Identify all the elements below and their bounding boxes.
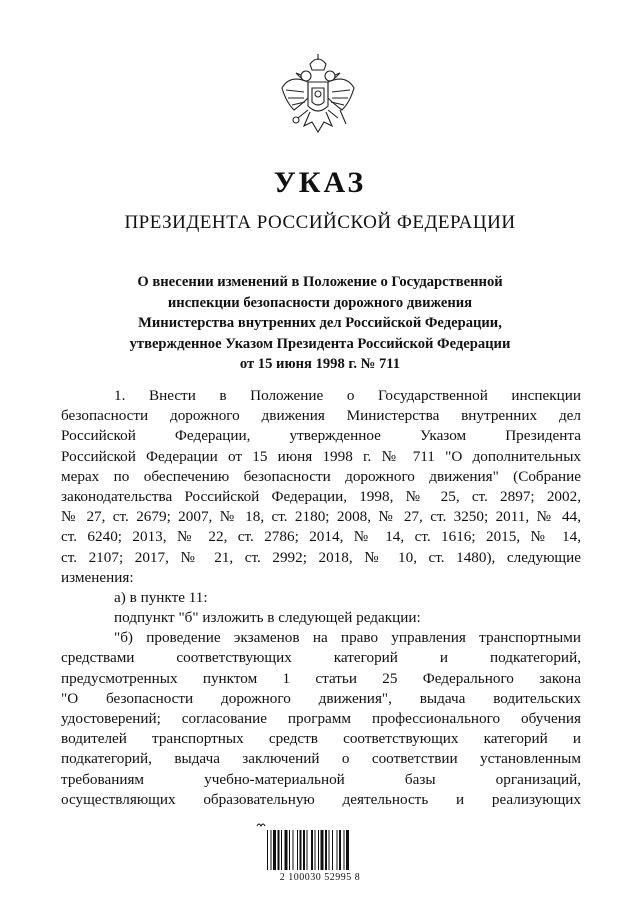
body-line: безопасности дорожного движения Министерства внутренних дел: [61, 407, 581, 425]
barcode-stripe: [344, 830, 345, 870]
barcode-stripe: [281, 830, 282, 870]
barcode-stripe: [271, 830, 272, 870]
heading-line: инспекции безопасности дорожного движения: [167, 294, 473, 311]
barcode-stripe: [289, 830, 290, 870]
barcode-stripe: [300, 830, 302, 870]
barcode-stripe: [325, 830, 327, 870]
barcode-stripe: [293, 830, 294, 870]
barcode-stripe: [285, 830, 288, 870]
barcode-stripe: [346, 830, 349, 870]
heading-line: О внесении изменений в Положение о Государственной: [137, 274, 503, 290]
coat-of-arms-icon: [272, 52, 364, 144]
body-line: ст. 2107; 2017, № 21, ст. 2992; 2018, № 10, ст. 1480), следующие: [61, 548, 581, 566]
barcode-stripe: [337, 830, 338, 870]
barcode-stripe: [267, 830, 268, 870]
barcode-stripe: [311, 830, 313, 870]
barcode-stripe: [307, 830, 308, 870]
body-line: Российской Федерации от 15 июня 1998 г. № 711 "О дополнительных: [61, 447, 581, 465]
barcode-stripe: [318, 830, 319, 870]
barcode-stripe: [303, 830, 305, 870]
body-line: мерах по обеспечению безопасности дорожного движения" (Собрание: [61, 467, 581, 485]
body-line: "О безопасности дорожного движения", выдача водительских: [61, 689, 581, 707]
issuer-title: ПРЕЗИДЕНТА РОССИЙСКОЙ ФЕДЕРАЦИИ: [124, 212, 516, 233]
body-line: Российской Федерации, утвержденное Указом Президента: [61, 427, 581, 445]
body-line: а) в пункте 11:: [114, 588, 208, 606]
barcode-stripe: [321, 830, 324, 870]
body-line: законодательства Российской Федерации, 1998, № 25, ст. 2897; 2002,: [61, 487, 581, 505]
decree-body: [61, 386, 581, 810]
body-line: подкатегорий, выдача заключений о соответствии установленным: [61, 750, 581, 768]
body-line: ст. 6240; 2013, № 22, ст. 2786; 2014, № 14, ст. 1616; 2015, № 14,: [61, 528, 581, 546]
body-line: подпункт "б" изложить в следующей редакции:: [114, 609, 421, 627]
barcode-stripe: [278, 830, 280, 870]
body-line: предусмотренных пунктом 1 статьи 25 Федерального закона: [61, 669, 581, 687]
body-line: водителей транспортных средств соответствующих категорий и: [61, 730, 581, 748]
body-line: осуществляющих образовательную деятельность и реализующих: [61, 790, 581, 808]
barcode-stripe: [329, 830, 330, 870]
body-line: удостоверений; согласование программ профессионального обучения: [61, 710, 581, 727]
body-line: "б) проведение экзаменов на право управления транспортными: [114, 629, 581, 647]
barcode-number: 2 100030 52995 8: [279, 872, 361, 883]
barcode-stripe: [332, 830, 333, 870]
body-line: требованиям учебно-материальной базы организаций,: [61, 770, 581, 788]
barcode-stripe: [273, 830, 276, 870]
document-type-title: УКАЗ: [273, 166, 367, 199]
body-line: № 27, ст. 2679; 2007, № 18, ст. 2180; 2008, № 27, ст. 3250; 2011, № 44,: [61, 508, 581, 526]
barcode-stripe: [339, 830, 341, 870]
body-line: изменения:: [61, 568, 134, 586]
body-line: средствами соответствующих категорий и подкатегорий,: [61, 649, 581, 667]
heading-line: утвержденное Указом Президента Российской Федерации: [129, 335, 511, 352]
barcode-stripe: [315, 830, 316, 870]
heading-line: от 15 июня 1998 г. № 711: [239, 356, 401, 372]
heading-line: Министерства внутренних дел Российской Федерации,: [138, 315, 502, 331]
body-line: 1. Внести в Положение о Государственной инспекции: [114, 387, 581, 404]
barcode-stripe: [297, 830, 298, 870]
decree-heading: [60, 272, 580, 375]
